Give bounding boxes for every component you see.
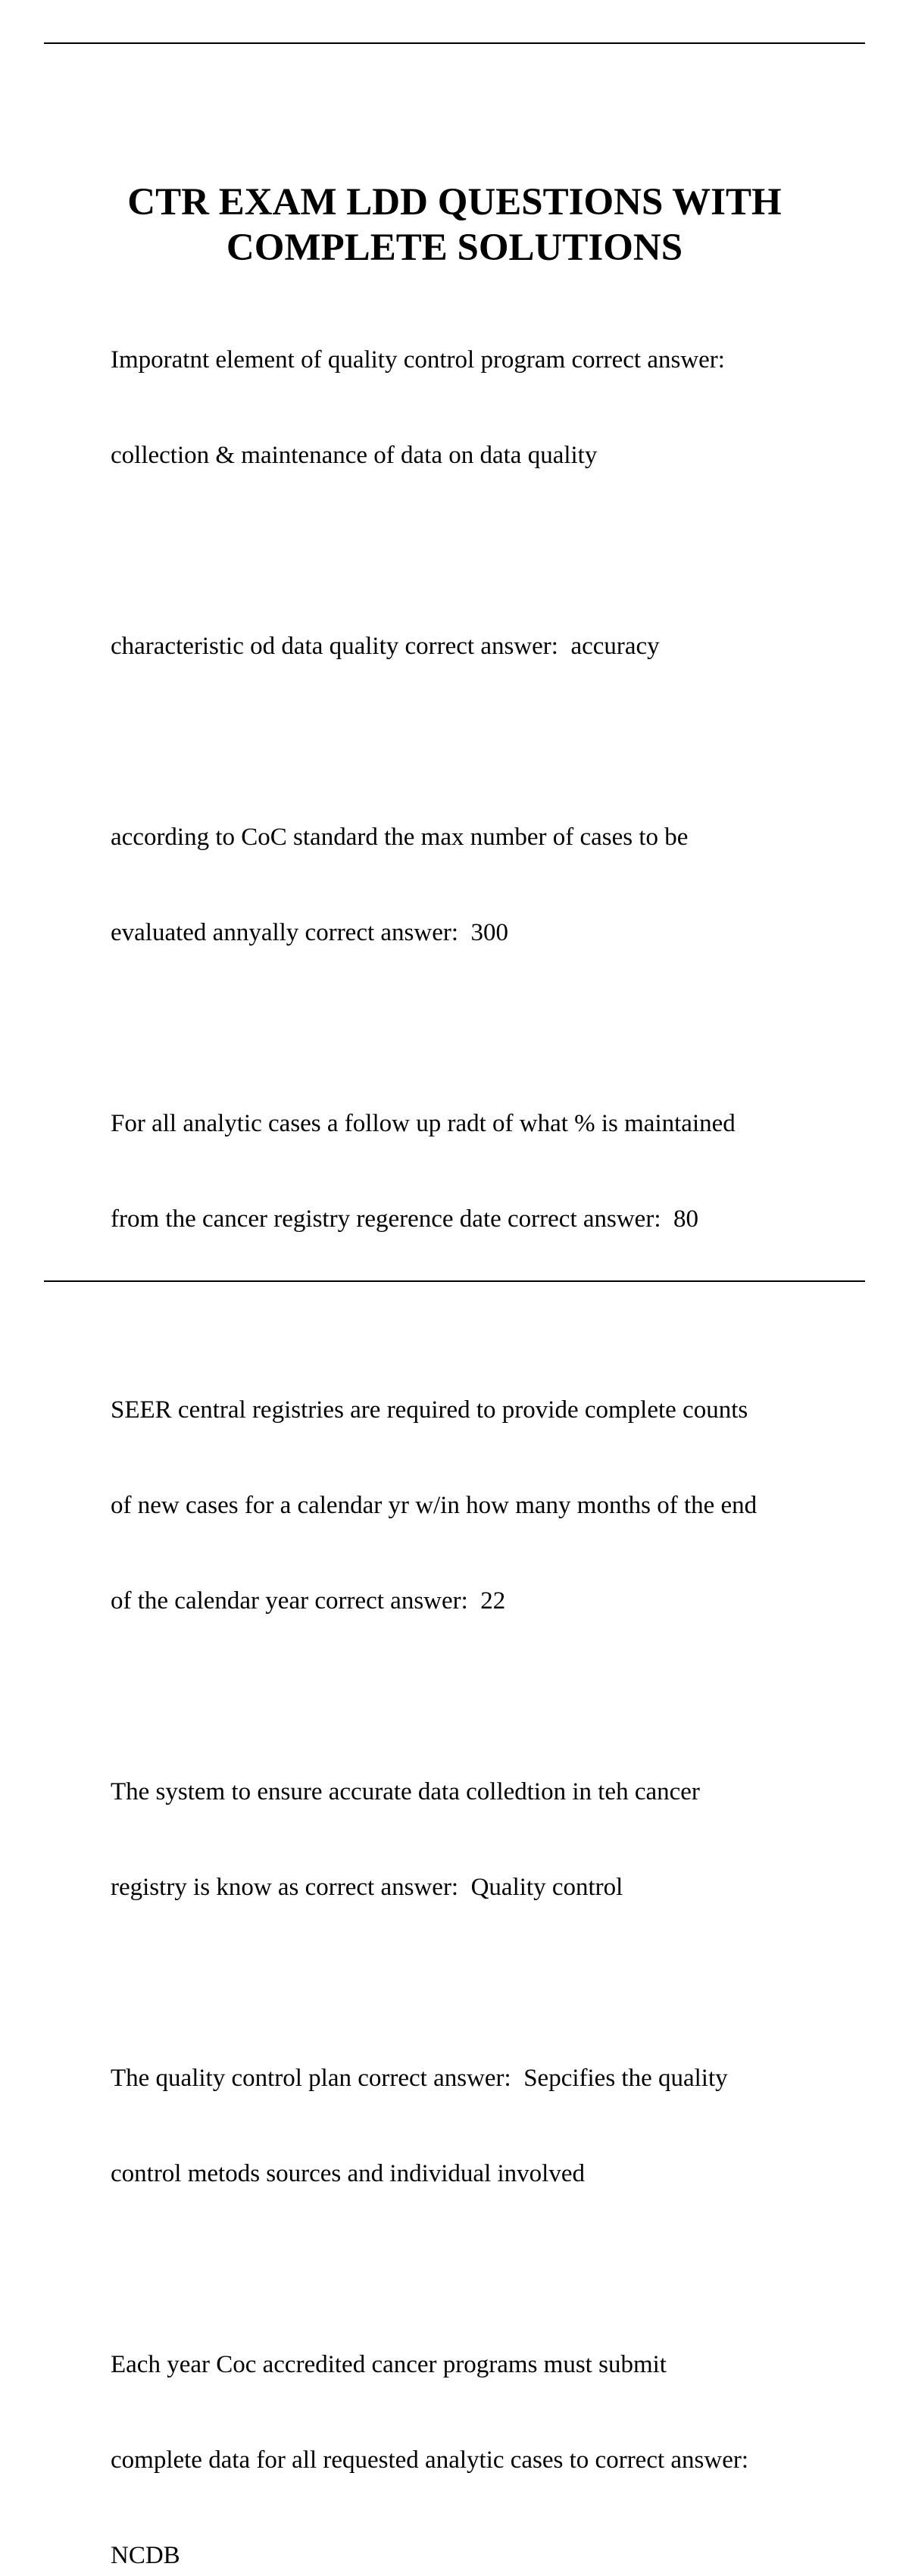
qa-item xyxy=(111,1330,868,1680)
qa-item xyxy=(111,567,868,726)
qa-item xyxy=(111,280,868,535)
top-rule xyxy=(44,42,865,44)
qa-line: evaluated annyally correct answer: 300 xyxy=(111,919,509,946)
qa-line: The system to ensure accurate data colledtion in teh cancer xyxy=(111,1778,700,1805)
qa-item xyxy=(111,2285,868,2576)
qa-line: SEER central registries are required to provide complete counts xyxy=(111,1396,748,1424)
qa-item xyxy=(111,1044,868,1299)
qa-item xyxy=(111,1712,868,1967)
qa-list xyxy=(111,280,868,2576)
qa-line: registry is know as correct answer: Quality control xyxy=(111,1874,623,1901)
qa-line: The quality control plan correct answer: Sepcifies the quality xyxy=(111,2065,728,2092)
qa-line: Imporatnt element of quality control program correct answer: xyxy=(111,346,725,374)
qa-line: collection & maintenance of data on data quality xyxy=(111,442,598,469)
bottom-rule xyxy=(44,1280,865,1282)
qa-line: Each year Coc accredited cancer programs must submit xyxy=(111,2351,667,2378)
qa-line: NCDB xyxy=(111,2542,180,2569)
qa-item xyxy=(111,758,868,1012)
title-line-2: COMPLETE SOLUTIONS xyxy=(226,227,683,270)
document-title xyxy=(61,180,848,270)
title-line-1: CTR EXAM LDD QUESTIONS WITH xyxy=(127,181,782,224)
qa-item xyxy=(111,1999,868,2253)
qa-line: characteristic od data quality correct answer: accuracy xyxy=(111,633,660,660)
qa-line: from the cancer registry regerence date correct answer: 80 xyxy=(111,1205,698,1233)
qa-line: complete data for all requested analytic cases to correct answer: xyxy=(111,2446,749,2474)
qa-line: control metods sources and individual involved xyxy=(111,2160,585,2187)
qa-line: of the calendar year correct answer: 22 xyxy=(111,1587,506,1615)
qa-line: For all analytic cases a follow up radt of what % is maintained xyxy=(111,1110,736,1137)
qa-line: according to CoC standard the max number of cases to be xyxy=(111,824,689,851)
qa-line: of new cases for a calendar yr w/in how many months of the end xyxy=(111,1492,758,1519)
